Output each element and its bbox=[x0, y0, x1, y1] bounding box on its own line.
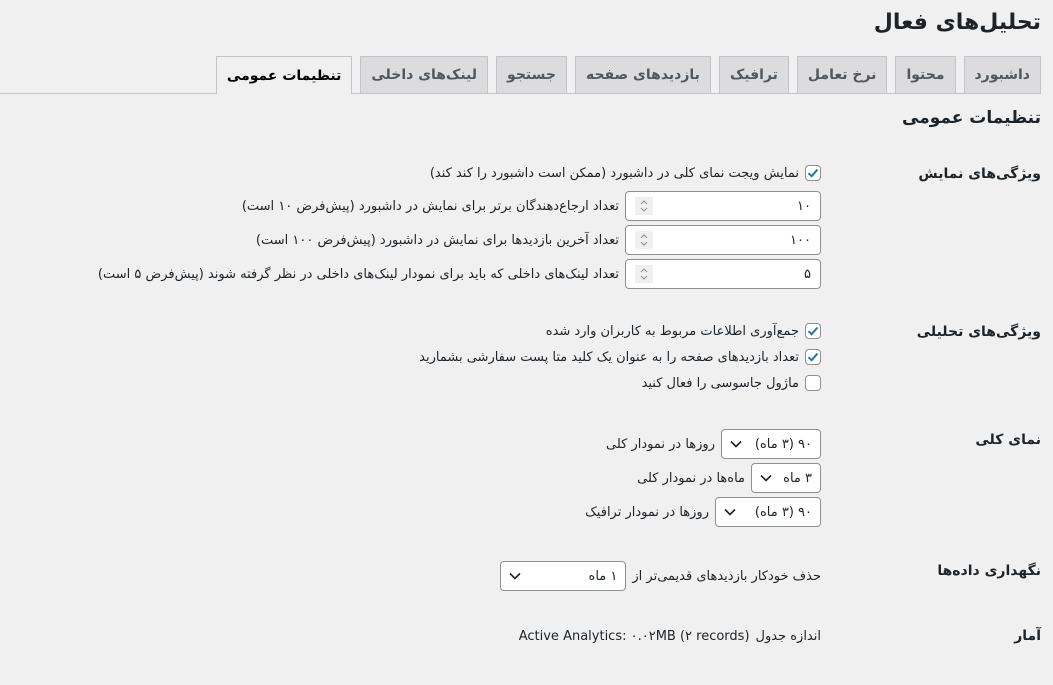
logged-in-users-row bbox=[546, 323, 821, 339]
widget-option-row bbox=[430, 165, 821, 181]
tab-content[interactable]: محتوا bbox=[895, 56, 955, 93]
stats-row bbox=[519, 629, 821, 644]
tab-page-views[interactable]: بازدیدهای صفحه bbox=[575, 56, 711, 93]
spy-module-label: ماژول جاسوسی را فعال کنید bbox=[641, 375, 799, 391]
logged-in-users-label: جمع‌آوری اطلاعات مربوط به کاربران وارد شده bbox=[545, 323, 799, 339]
tab-search[interactable]: جستجو bbox=[496, 56, 567, 93]
widget-checkbox-label: نمایش ویجت نمای کلی در داشبورد (ممکن است داشبورد را کند کند) bbox=[429, 165, 799, 181]
spinner-arrows-icon[interactable] bbox=[635, 197, 653, 215]
internal-links-input[interactable] bbox=[653, 267, 811, 282]
display-features-label: ویژگی‌های نمایش bbox=[918, 166, 1041, 182]
tab-engagement-rate[interactable]: نرخ تعامل bbox=[797, 56, 888, 93]
chevron-down-icon bbox=[760, 474, 772, 482]
retention-row bbox=[500, 561, 821, 591]
chevron-down-icon bbox=[724, 508, 736, 516]
overview-months-label: ماه‌ها در نمودار کلی bbox=[637, 470, 745, 486]
analytics-features-label: ویژگی‌های تحلیلی bbox=[916, 324, 1041, 340]
page-views-meta-checkbox[interactable] bbox=[805, 349, 821, 365]
referrers-row bbox=[242, 191, 821, 221]
internal-links-row bbox=[98, 259, 821, 289]
page-views-meta-label: تعداد بازدیدهای صفحه را به عنوان یک کلید متا پست سفارشی بشمارید bbox=[419, 349, 799, 365]
stats-prefix: اندازه جدول bbox=[755, 629, 821, 644]
stats-label: آمار bbox=[1014, 628, 1041, 644]
widget-checkbox[interactable] bbox=[805, 165, 821, 181]
traffic-days-select[interactable] bbox=[715, 497, 821, 527]
tab-bar bbox=[216, 56, 1041, 94]
recent-views-number-field[interactable] bbox=[625, 225, 821, 255]
page-views-meta-row bbox=[419, 349, 821, 365]
recent-views-row bbox=[256, 225, 821, 255]
referrers-number-field[interactable] bbox=[625, 191, 821, 221]
checkmark-icon bbox=[806, 166, 820, 180]
overview-days-label: روزها در نمودار کلی bbox=[606, 436, 715, 452]
retention-select[interactable] bbox=[500, 561, 626, 591]
referrers-input[interactable] bbox=[653, 199, 811, 214]
traffic-days-value: ۹۰ (۳ ماه) bbox=[754, 504, 812, 520]
retention-value: ۱ ماه bbox=[588, 568, 618, 584]
tab-general-settings[interactable]: تنظیمات عمومی bbox=[216, 56, 352, 94]
referrers-label: تعداد ارجاع‌دهندگان برتر برای نمایش در داشبورد (پیش‌فرض ۱۰ است) bbox=[241, 198, 619, 214]
tab-dashboard[interactable]: داشبورد bbox=[964, 56, 1042, 93]
tab-traffic[interactable]: ترافیک bbox=[719, 56, 789, 93]
spinner-arrows-icon[interactable] bbox=[635, 231, 653, 249]
section-title: تنظیمات عمومی bbox=[902, 108, 1041, 128]
internal-links-label: تعداد لینک‌های داخلی که باید برای نمودار لینک‌های داخلی در نظر گرفته شوند (پیش‌فرض ۵ است) bbox=[97, 266, 619, 282]
spinner-arrows-icon[interactable] bbox=[635, 265, 653, 283]
chevron-down-icon bbox=[730, 440, 742, 448]
overview-days-select[interactable] bbox=[721, 429, 821, 459]
logged-in-users-checkbox[interactable] bbox=[805, 323, 821, 339]
overview-days-row bbox=[606, 429, 821, 459]
spy-module-checkbox[interactable] bbox=[805, 375, 821, 391]
overview-months-value: ۳ ماه bbox=[783, 470, 812, 486]
recent-views-label: تعداد آخرین بازدیدها برای نمایش در داشبورد (پیش‌فرض ۱۰۰ است) bbox=[255, 232, 619, 248]
checkmark-icon bbox=[806, 324, 820, 338]
overview-label: نمای کلی bbox=[975, 432, 1041, 448]
overview-months-row bbox=[637, 463, 821, 493]
traffic-days-row bbox=[585, 497, 821, 527]
data-retention-label: نگهداری داده‌ها bbox=[937, 563, 1041, 579]
tab-internal-links[interactable]: لینک‌های داخلی bbox=[360, 56, 488, 93]
internal-links-number-field[interactable] bbox=[625, 259, 821, 289]
page-title: تحلیل‌های فعال bbox=[873, 10, 1041, 35]
stats-value: Active Analytics: ۰.۰۲MB (۲ records) bbox=[518, 629, 750, 644]
recent-views-input[interactable] bbox=[653, 233, 811, 248]
chevron-down-icon bbox=[509, 572, 521, 580]
traffic-days-label: روزها در نمودار ترافیک bbox=[585, 504, 709, 520]
spy-module-row bbox=[642, 375, 821, 391]
checkmark-icon bbox=[806, 350, 820, 364]
overview-months-select[interactable] bbox=[751, 463, 821, 493]
retention-text: حذف خودکار بازدیدهای قدیمی‌تر از bbox=[632, 568, 821, 584]
overview-days-value: ۹۰ (۳ ماه) bbox=[754, 436, 812, 452]
